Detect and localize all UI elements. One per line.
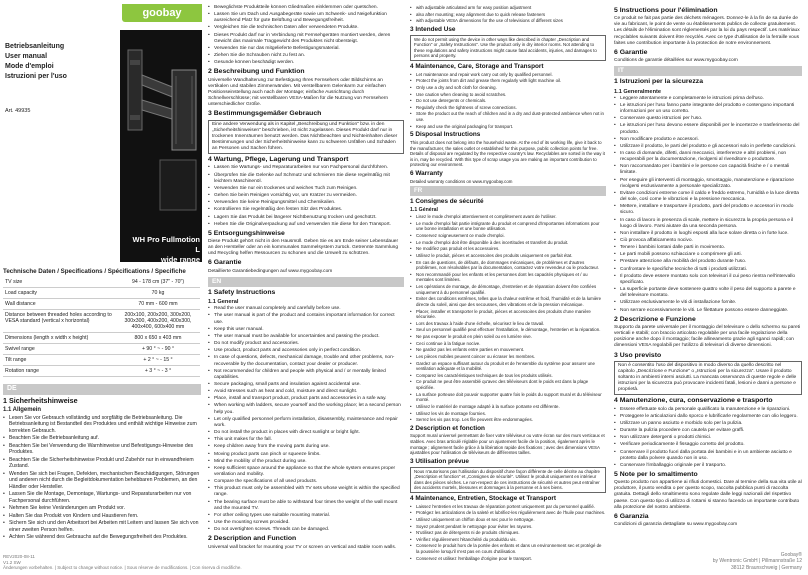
list-item: • Verwenden Sie nur ein trockenes und weiches Tuch zum Reinigen. [208,186,404,192]
list-item: • Überprüfen Sie die Gelenke auf Schmutz und schmieren Sie diese regelmäßig mit leichtem Maschinenöl. [208,173,404,185]
list-item: • Utilizzare il prodotto, le parti del prodotto e gli accessori solo in perfette condizioni. [614,144,802,150]
list-item: • Utilizzare esclusivamente le viti di installazione fornite. [614,300,802,306]
paragraph: This product does not belong into the household waste. At the end of its working life, give it back to the manufacturer, the sales outlet or established for this purpose, public collection points for free. Details of disposal are regulated by the respective country's law. Recyclables are sorted in the way it is in, may be recycled. With this type of scrap usage you are making an important contribution to protecting our environment. [410,139,605,168]
section-heading: 5 Note per lo smaltimento [614,471,698,478]
list-item: • Kontrollieren Sie regelmäßig den festen Sitz des Produktes. [208,207,404,213]
footer-disclaimer: Änderungen vorbehalten. | Subject to change without notice. | Sous réserve de modifications. | Con riserva di modifiche. [3,565,242,570]
intended-use-box: Eine andere Verwendung als in Kapitel „Beschreibung und Funktion" bzw. in den „Sicherheitshinweisen" beschrieben, ist nicht zugelassen. Dieses Produkt darf nur in trockenen Innenräumen benutzt werden. Das Nichtbeachten und Nichteinhalten dieser Bestimmungen und der Sicherheitshinweise kann zu schweren Unfällen und Schäden an Personen und Sachen führen. [208,120,404,155]
tech-specs-table [3,277,200,377]
table-row: Dimensions (length x width x height) 800 x 650 x 403 mm [3,333,200,344]
list-item: • Le parti mobili possono schiacciare o comprimere gli arti. [614,252,802,258]
list-item: • Protect the joints from dirt and grease them regularly with light machine oil. [410,78,606,84]
list-item: • Gehen Sie beim Reinigen vorsichtig vor, um Kratzer zu vermeiden. [208,193,404,199]
cover-area [0,0,202,262]
list-item: • Lassen Sie die Montage, Demontage, Wartungs- und Reparaturarbeiten nur von Fachpersonal durchführen. [3,491,201,504]
article-number: Art. 49935 [5,108,31,114]
list-item: • Vergleichen Sie die technischen Daten aller verwendeten Produkte. [208,25,404,31]
lang-bar-en: EN [208,277,404,287]
list-item: • Conservez soigneusement ce mode d'emploi. [410,233,606,239]
footer-revision: REV2020-08-11 [3,554,35,559]
list-item: • Use product, product parts and accessories only in perfect condition. [208,348,404,354]
list-item: • Do not install the product in places with direct sunlight or bright light. [208,430,404,436]
list-item: • Serrez les vis pas trop. Les file peuvent être endommagées. [410,417,606,423]
list-item: • Le mode d'emploi doit être disponible à des incertitudes et transfert du produit. [410,240,606,246]
lang-bar-fr: FR [410,186,606,196]
list-item: • Ne modifiez pas produit et les accessoires. [410,246,606,252]
section-heading: 2 Description and Function [208,535,297,543]
list-item: • This unit makes for the fall. [208,437,404,443]
product-image [120,30,202,262]
list-item: • N'utilisez pas de détergents ni de produits chimiques. [410,530,606,536]
list-item: • also after mounting; easy alignment due to quick release fasteners [410,12,606,18]
section-heading: 5 Instructions pour l'élimination [614,7,718,14]
intended-use-box: Non è consentito l'uso del dispositivo in modo diverso da quello descritto nel capitolo „Descrizione e Funzione" o „Istruzioni per la sicurezza". Usare il prodotto soltanto in ambienti interni asciutti. La mancata osservanza di queste regole e delle istruzioni per la sicurezza può provocare incidenti fatali, lesioni e danni a persone e proprietà. [614,361,802,396]
list-item: • Eviter des conditions extrêmes, telles que la chaleur extrême et froid, l'humidité et de la lumière directe du soleil, ainsi que des secousses, des vibrations et de la pression mécanique. [410,296,606,307]
section-heading: 1 Consignes de sécurité [410,197,484,205]
list-item: • Mettere, installare e trasportare il prodotto, parti del prodotto e accessori in modo sicuro. [614,204,802,216]
fr-maintenance-list [410,504,606,562]
list-item: • Essere effettuate solo da personale qualificato la manutenzione e le riparazioni. [614,407,802,413]
list-item: • with adjustable articulated arm for easy position adjustment [410,5,606,11]
table-row: Wall distance 70 mm - 600 mm [3,299,200,310]
list-item: • Seul un personnel qualifié peut effectuer l'installation, le démontage, l'entretien et la réparation. [410,327,606,333]
title-it: Istruzioni per l'uso [5,73,67,80]
list-item: • Non raccomandato per i bambini e le persone con capacità fisiche e / o mentali limitate. [614,164,802,176]
paragraph: Condizioni di garanzia dettagliate su www.mygoobay.com [614,522,738,528]
footer-version: V1.2 SW [3,559,21,565]
list-item: • Le mode d'emploi fait partie intégrante du produit et comprend d'importantes informations pour une bonne installation et une bonne utilisation. [410,221,606,232]
section-heading: 2 Description et fonction [410,424,485,432]
footer-right [713,552,802,571]
list-item: • The bearing surface must be able to withstand four times the weight of the wall mount and the mounted TV. [208,500,404,512]
list-item: • Regularly check the tightness of screw connections. [410,105,606,111]
goobay-logo: goobay [122,4,202,22]
list-item: • Lagern Sie das Produkt bei längerer Nichtbenutzung trocken und geschützt. [208,215,404,221]
title-fr: Mode d'emploi [5,63,54,70]
list-item: • Ne pas exposer le produit en plein soleil ou en lumière vive. [410,334,606,340]
list-item: • Conservez et utilisez l'emballage d'origine pour le transport. [410,556,606,562]
section-heading: 1 Safety Instructions [208,288,276,296]
list-item: • Conservare l'imballaggio originale per il trasporto. [614,463,802,469]
list-item: • Non utilizzare detergenti o prodotti chimici. [614,435,802,441]
column-fr-it [614,5,802,529]
list-item: • Lassen Sie um Dach und Ausgabegeräte sowie um Schwenk- und Neigefunktion ausreichend Platz für gute Belüftung und Bewegungsfreiheit. [208,12,404,24]
list-item: • Avoid stresses such as heat and cold, moisture and direct sunlight. [208,389,404,395]
list-item: • Utilisez le matériel de montage adapté à la surface portante est différente. [410,404,606,410]
footer-brand: Goobay® [780,552,802,558]
list-item: • Non modificare prodotto e accessori. [614,137,802,143]
list-item: • Non serrare eccessivamente le viti. Le filettature possono essere danneggiate. [614,308,802,314]
list-item: • Utilisez les vis de montage fournies. [410,411,606,417]
paragraph: Detaillierte Garantiebedingungen auf www.mygoobay.com [208,268,333,274]
section-heading: 5 Entsorgungshinweise [208,229,285,237]
list-item: • Keep children away from the moving parts during use. [208,444,404,450]
table-row: Swivel range + 90 ° ~ - 90 ° [3,344,200,355]
list-item: • Durante la pulizia procedere con cautela per evitare graffi. [614,428,802,434]
list-item: • Place, install and transport product, product parts and accessories in a safe way. [208,396,404,402]
section-heading: 3 Bestimmungsgemäßer Gebrauch [208,110,322,118]
subsection-heading: 1.1 Général [410,206,438,213]
list-item: • Keep sufficient space around the appliance so that the whole system ensures proper ventilation and mobility. [208,466,404,478]
list-item: • Le istruzioni per l'uso fanno parte integrante del prodotto e contengono importanti informazioni per un uso corretto. [614,103,802,115]
subsection-heading: 1.1 Generalmente [614,88,662,95]
en-maintenance-list [410,72,606,130]
list-item: • En cas de questions, de défauts, de dommages mécaniques, de problèmes et d'autres problèmes, non résolvables par la documentation, contactez votre revendeur ou le producteur. [410,260,606,271]
list-item: • Protégez les articulations de la saleté et lubrifiez-les régulièrement avec de l'huile pour machines. [410,510,606,516]
list-item: • Heben Sie die Originalverpackung auf und verwenden Sie diese für den Transport. [208,222,404,228]
list-item: • Beweglichste Produktteile können Gliedmaßen einklemmen oder quetschen. [208,5,404,11]
paragraph: Detailed warranty conditions on www.mygoobay.com [410,178,513,184]
list-item: • In case of questions, defects, mechanical damage, trouble and other problems, non-recoverable by the documentation, contact your dealer or producer. [208,355,404,367]
list-item: • La surface porteuse doit pouvoir supporter quatre fois le poids du support mural et du téléviseur monté. [410,392,606,403]
list-item: • Beachten Sie die Betriebsanleitung auf. [3,435,201,442]
list-item: • Lesen Sie vor Gebrauch vollständig und sorgfältig die Betriebsanleitung. Die Betriebsanleitung ist Bestandteil des Produktes und enthält wichtige Hinweise zum korrekten Gebrauch. [3,415,201,435]
list-item: • Les pièces mobiles peuvent coincer ou écraser les membres. [410,354,606,360]
list-item: • Soyez prudent pendant le nettoyage pour éviter les rayures. [410,524,606,530]
paragraph: Support mural universel permettant de fixer votre téléviseur ou votre écran sur des murs verticaux et stables. Avec bras articulé réglable pour un ajustement facile de la position, également après le montage ; alignement facile grâce à la libération rapide des fixations ; avec des dimensions VESA ajustables pour l'utilisation de téléviseurs de différentes tailles. [410,433,605,456]
list-item: • Conservare il prodotto fuori dalla portata dei bambini e in un ambiente asciutto e protetto dalla polvere quando non in uso. [614,450,802,462]
en-safety-list [208,306,404,533]
list-item: • Evitare condizioni estreme come il caldo e freddo estremo, l'umidità e la luce diretta del sole, così come le vibrazioni e la pressione meccanica. [614,191,802,203]
list-item: • Let only qualified personnel perform installation, disassembly, maintenance and repair work. [208,417,404,429]
list-item: • Ce produit ne peut être assemblé qu'avec des téléviseurs dont le poids est dans la plage spécifiée. [410,379,606,390]
list-item: • Do not modify product and accessories. [208,341,404,347]
list-item: • Ne gardez pas les enfants entre parties en mouvement. [410,347,606,353]
tech-specs-title: Technische Daten / Specifications / Spécifications / Specifiche [3,268,186,275]
list-item: • Only use a dry and soft cloth for cleaning. [410,85,606,91]
list-item: • Comparez les caractéristiques techniques de tous les produits utilisés. [410,373,606,379]
section-heading: 3 Uso previsto [614,351,662,359]
section-heading: 4 Maintenance, Care, Storage and Transport [410,63,544,70]
section-heading: 2 Descrizione e Funzione [614,315,696,323]
list-item: • When working with ladders, secure yourself and the working place; let a second person help you. [208,403,404,415]
section-heading: 6 Garantie [208,259,242,267]
lang-bar-de: DE [3,384,201,395]
list-item: • Gardez un espace suffisant autour du produit et de l'ensemble du système pour assurer une ventilation adéquate et la mobilité. [410,361,606,372]
list-item: • Conservare questo istruzioni per l'uso. [614,116,802,122]
list-item: • Utilizzare un panno asciutto e morbido solo per la pulizia. [614,421,802,427]
it-safety-list [614,96,802,314]
paragraph: Conditions de garantie détaillées sur www.mygoobay.com [614,58,738,64]
section-heading: 3 Utilisation prévue [410,457,469,465]
column-de-en [208,5,404,552]
product-name-line1: WH Pro Fullmotion L [132,235,200,254]
list-item: • Keep and use the original packaging for transport. [410,124,606,130]
list-item: • Ziehen Sie die Schrauben nicht zu fest an. [208,53,404,59]
list-item: • with adjustable VESA dimensions for the use of televisions of different sizes [410,18,606,24]
list-item: • Beachten Sie bei Verwendung die Warnhinweise und Befestigungs-Hinweise des Produktes. [3,443,201,456]
list-item: • Let maintenance and repair work carry out only by qualified personnel. [410,72,606,78]
section-heading: 6 Garantie [614,48,648,56]
section-heading: 6 Garanzia [614,512,649,520]
list-item: • Utilisez le produit, pièces et accessoires des produits uniquement en parfait état. [410,253,606,259]
wall-mount-illustration [120,30,202,230]
list-item: • Tenere i bambini lontani dalle parti in movimento. [614,245,802,251]
fr-safety-list [410,214,606,423]
list-item: • For other ceiling types use suitable mounting material. [208,513,404,519]
title-de: Betriebsanleitung [5,43,65,50]
list-item: • Keep this user manual. [208,327,404,333]
section-heading: 2 Beschreibung und Funktion [208,68,305,76]
list-item: • Compare the specifications of all used products. [208,479,404,485]
paragraph: Universal wall bracket for mounting your TV or screen on vertical and stable room walls. [208,544,397,550]
de-safety-continued [208,5,404,66]
paragraph: Diese Produkt gehört nicht in den Hausmüll. Geben Sie es am Ende seiner Lebensdauer an den Hersteller oder an ein kommunales Sammelsystem zurück. Getrennte Sammlung und Recycling helfen Ressourcen zu schonen und die Umwelt zu schützen. [208,239,399,257]
list-item: • Read the user manual completely and carefully before use. [208,306,404,312]
list-item: • Non installare il prodotto in luoghi esposti alla luce solare diretta o in forte luce. [614,231,802,237]
list-item: • Lisez le mode d'emploi attentivement et complètement avant de l'utiliser. [410,214,606,220]
footer-address-2: 38112 Braunschweig | Germany [731,564,802,571]
list-item: • Use the mounting screws provided. [208,520,404,526]
column-en-fr [410,5,606,562]
subsection-heading: 1.1 General [208,299,239,306]
list-item: • Verificare periodicamente il fissaggio corretto del prodotto. [614,442,802,448]
table-row: Rotation range + 3 ° ~ - 3 ° [3,366,200,377]
list-item: • Nehmen Sie keine Veränderungen am Produkt vor. [3,505,201,512]
paragraph: Universelle Wandhalterung zur Befestigung Ihres Fernsehers oder Bildschirms an vertikalen und stabilen Zimmerwänden. Mit verstellbarem Gelenkarm zur einfachen Positionseinstellung auch nach der Montage; einfache Ausrichtung durch Schnellverschlüsse; mit verstellbaren VESA-Maßen für die Nutzung von Fernsehern unterschiedlicher Größe. [208,77,389,108]
product-name-line2: wide range [160,255,200,264]
paragraph: Ce produit ne fait pas partie des déchets ménagers. Donnez-le à la fin de sa durée de vie au fabricant, le point de vente ou établissements publics de collecte gratuitement. Les détails de l'élimination sont réglementés par la loi du pays respectif. Les matériaux recyclables suivants doivent être recyclés. Avec ce type d'utilisation de la ferraille vous faites une contribution importante à la protection de notre environnement. [614,16,800,46]
list-item: • Mind the mobility of the product during use. [208,459,404,465]
list-item: • Vérifiez régulièrement l'étanchéité du produit/du vis. [410,537,606,543]
list-item: • Dieses Produkt darf nur in Verbindung mit Fernsehgeräten montiert werden, deren Gewicht das maximale Traggewicht des Produktes nicht übersteigt. [208,33,404,45]
list-item: • Conservez le produit hors de la portée des enfants et dans un environnement sec et protégé de la poussière lorsqu'il n'est pas en cours d'utilisation. [410,543,606,554]
manual-titles [5,42,67,82]
intended-use-box: Nous n'autorisons pas l'utilisation du dispositif d'une façon différente de celle décrite au chapitre „Description et fonction" et „Consignes de sécurité". Utilisez le produit uniquement en intérieur dans des pièces sèches. Le non-respect de ces instructions de sécurité et autres peut entraîner des accidents mortels, blessures et dommages à la personne et à ses biens. [410,467,606,494]
list-item: • Lors des travaux à l'aide d'une échelle, sécurisez le lieu de travail. [410,321,606,327]
list-item: • Store the product out the reach of children and in a dry and dust-protected ambience when not in use. [410,111,606,122]
footer-left [3,554,242,571]
list-item: • In caso di domande, difetti, danni meccanici, interferenze e altri problemi, non recuperabili per la documentazione, rivolgersi al rivenditore o produttore. [614,151,802,163]
intended-use-box: We do not permit using the device in other ways like described in chapter „Description and Function" or „Safety Instructions". Use the product only in dry interior rooms. Not attending to these regulations and safety instructions might cause fatal accidents, injuries, and damages to persons and property. [410,35,606,62]
list-item: • Sichern Sie sich und den Arbeitsort bei Arbeiten mit Leitern und lassen Sie sich von einer zweiten Person helfen. [3,520,201,533]
list-item: • The user manual must be available for uncertainties and passing the product. [208,334,404,340]
it-maintenance-list [614,407,802,469]
subsection-heading: 1.1 Allgemein [3,407,42,414]
lang-bar-it: IT [614,66,802,76]
list-item: • Utilisez uniquement un chiffon doux et sec pour le nettoyage. [410,517,606,523]
section-heading: 1 Istruzioni per la sicurezza [614,78,703,86]
de-maintenance-list [208,165,404,227]
en-description-continued [410,5,606,24]
list-item: • Ceci continue à la fatigue nocive. [410,341,606,347]
list-item: • Not recommended for children and people with physical and / or mentally limited capabilities. [208,369,404,381]
list-item: • Ciò provoca affaticamento nocivo. [614,238,802,244]
section-heading: 6 Warranty [410,170,443,177]
list-item: • Prestare attenzione alla mobilità del prodotto durante l'uso. [614,259,802,265]
list-item: • Verwenden Sie keine Reinigungsmittel und Chemikalien. [208,200,404,206]
list-item: • Halten Sie das Produkt von Kindern und Haustieren fern. [3,513,201,520]
list-item: • Il prodotto deve essere montato solo con televisori il cui peso rientra nell'intervallo specificato. [614,274,802,286]
list-item: • Do not use detergents or chemicals. [410,98,606,104]
de-section-1 [3,382,201,542]
list-item: • Secure packaging, small parts and insulation against accidental use. [208,382,404,388]
list-item: • Placer, installer et transporter le produit, pièces et accessoires des produits d'une manière sécurisée. [410,309,606,320]
list-item: • La superficie portante deve sostenere quattro volte il peso del supporto a parete e del televisore montato. [614,287,802,299]
list-item: • Beachten Sie die Sicherheitshinweise Produkt und Zubehör nur in einwandfreiem Zustand. [3,457,201,470]
list-item: • Le istruzioni per l'uso devono essere disponibili per le incertezze e trasferimento del prodotto. [614,123,802,135]
list-item: • Moving product parts can pinch or squeeze limbs. [208,452,404,458]
footer-address-1: by Wentronic GmbH | Pillmannstraße 12 [712,558,802,565]
list-item: • Wenden Sie sich bei Fragen, Defekten, mechanischen Beschädigungen, Störungen und anderen nicht durch die Begleitdokumentation behebbaren Problemen, an den Händler oder Hersteller. [3,471,201,491]
list-item: • Leggere attentamente e completamente le istruzioni prima dell'uso. [614,96,802,102]
list-item: • Do not overtighten screws. Threads can be damaged. [208,527,404,533]
section-heading: 4 Wartung, Pflege, Lagerung und Transport [208,156,349,164]
table-row: Distance between threaded holes according to VESA standard (vertical x horizontal) 200x100, 200x200, 300x200, 300x300, 400x200, 400x300, 400x400, 600x400 mm [3,310,200,333]
title-en: User manual [5,53,48,60]
list-item: • Verwenden Sie nur das mitgelieferte Befestigungsmaterial. [208,46,404,52]
list-item: • The user manual is part of the product and contains important information for correct use. [208,313,404,325]
section-heading: 1 Sicherheitshinweise [3,396,78,405]
section-heading: 4 Manutenzione, cura, conservazione e trasporto [614,397,773,405]
list-item: • Les opérations de montage, de démontage, d'entretien et de réparation doivent être confiées uniquement à du personnel qualifié. [410,284,606,295]
table-row: TV size 94 - 178 cm (37" - 70") [3,277,200,288]
list-item: • Confrontare le specifiche tecniche di tutti i prodotti utilizzati. [614,267,802,273]
list-item: • Per eseguire gli interventi di montaggio, smontaggio, manutenzione e riparazione rivolgersi esclusivamente a personale specializzato. [614,178,802,190]
list-item: • Proteggere le articolazioni dallo sporco e lubrificarle regolarmente con olio leggero. [614,414,802,420]
list-item: • Laissez l'entretien et les travaux de réparation portent uniquement par du personnel qualifié. [410,504,606,510]
section-heading: 5 Disposal Instructions [410,131,481,139]
de-safety-list [3,415,201,541]
list-item: • Achten Sie während des Gebrauchs auf die Bewegungsfreiheit des Produktes. [3,534,201,541]
table-row: Tilt range + 2 ° ~ - 15 ° [3,355,200,366]
list-item: • This product must only be assembled with TV sets whose weight is within the specified range. [208,486,404,498]
table-row: Load capacity 70 kg [3,288,200,299]
product-name [128,235,200,265]
list-item: • Non recommandé pour les enfants et les personnes dont les capacités physiques et / ou mentales sont limitées. [410,272,606,283]
list-item: • Use caution when cleaning to avoid scratches. [410,92,606,98]
section-heading: 4 Maintenance, Entretien, Stockage et Transport [410,495,556,502]
paragraph: Questo prodotto non appartiene ai rifiuti domestici. Dare al termine della sua vita utile al produttore, il punto vendita o per questo scopo, raccolta pubblica punti di raccolta gratuita. Dettagli dello smaltimento sono regolate dalle leggi nazionali del rispettivo paese. Con questo tipo di utilizzo di rottami si stanno facendo un importante contributo alla protezione del nostro ambiente. [614,480,802,510]
paragraph: Supporto da parete universale per il montaggio del televisore o dello schermo su pareti verticali e stabili; con braccio articolato regolabile per una facile regolazione della posizione anche dopo il montaggio; facile allineamento grazie agli sganci rapidi; con dimensioni VESA regolabili per l'utilizzo di televisori di diverse dimensioni. [614,324,801,349]
list-item: • Lassen Sie Wartungs- und Reparaturarbeiten nur von Fachpersonal durchführen. [208,165,404,171]
section-heading: 3 Intended Use [410,25,456,33]
list-item: • In caso di lavoro in presenza di scale, mettere in sicurezza la propria persona e il luogo di lavoro. Farsi aiutare da una seconda persona. [614,218,802,230]
list-item: • Gesunde können beschädigt werden. [208,60,404,66]
